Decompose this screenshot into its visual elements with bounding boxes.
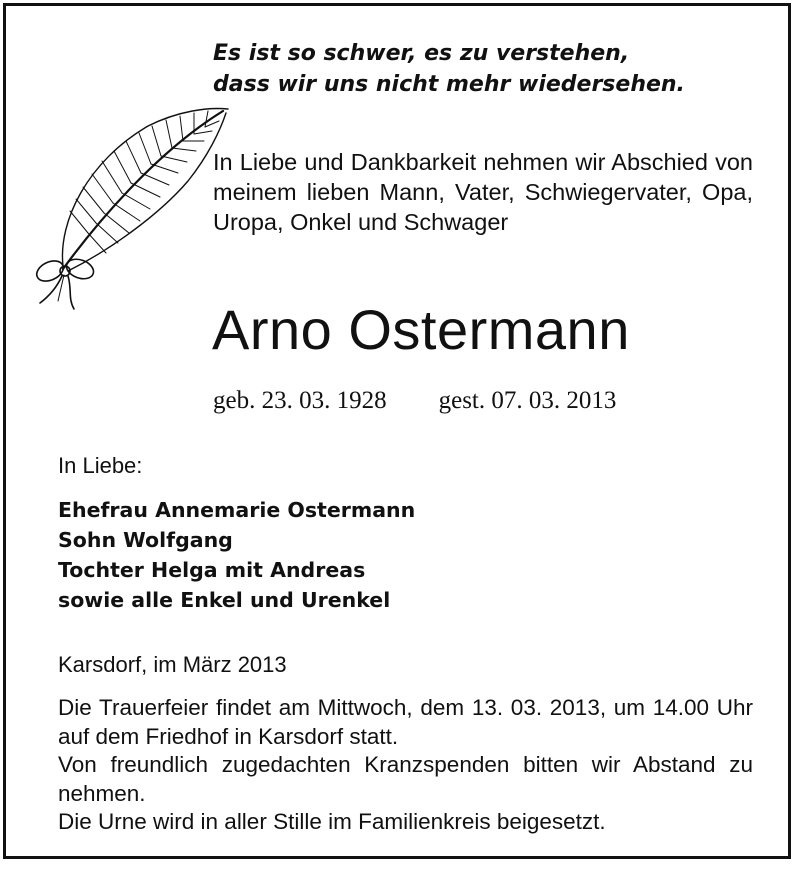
death-date: gest. 07. 03. 2013	[438, 387, 617, 414]
life-dates	[213, 386, 616, 416]
intro-text: In Liebe und Dankbarkeit nehmen wir Abschied von meinem lieben Mann, Vater, Schwiegervater, Opa, Uropa, Onkel und Schwager	[213, 149, 753, 235]
place-date: Karsdorf, im März 2013	[58, 652, 287, 677]
mourner-name: sowie alle Enkel und Urenkel	[58, 588, 391, 612]
motto-line-2: dass wir uns nicht mehr wiedersehen.	[213, 72, 685, 97]
mourners-list	[58, 495, 415, 615]
motto-line-1: Es ist so schwer, es zu verstehen,	[213, 41, 630, 66]
motto	[213, 38, 713, 100]
notice-paragraph: Von freundlich zugedachten Kranzspenden bitten wir Abstand zu nehmen.	[58, 752, 753, 806]
mourner-name: Sohn Wolfgang	[58, 528, 233, 552]
mourner-name: Tochter Helga mit Andreas	[58, 558, 366, 582]
feather-with-ribbon-icon	[28, 101, 238, 316]
mourners-heading: In Liebe:	[58, 453, 143, 478]
obituary-frame	[3, 3, 791, 859]
funeral-notice	[58, 694, 753, 837]
deceased-name: Arno Ostermann	[212, 298, 630, 361]
notice-paragraph: Die Trauerfeier findet am Mittwoch, dem 13. 03. 2013, um 14.00 Uhr auf dem Friedhof in Karsdorf statt.	[58, 695, 753, 749]
birth-date: geb. 23. 03. 1928	[213, 387, 387, 414]
mourner-name: Ehefrau Annemarie Ostermann	[58, 498, 416, 522]
notice-paragraph: Die Urne wird in aller Stille im Familienkreis beigesetzt.	[58, 809, 606, 834]
